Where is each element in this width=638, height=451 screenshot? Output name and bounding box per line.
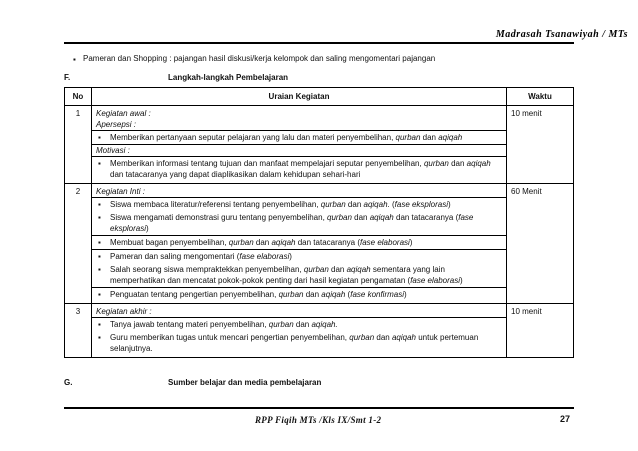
motivasi-list: [96, 157, 502, 181]
apersepsi-list: [96, 131, 502, 144]
inti-list: [96, 198, 502, 235]
row-title: Kegiatan Inti :: [96, 187, 145, 196]
section-f-letter: F.: [64, 73, 71, 82]
row-content: [92, 184, 507, 304]
table-header-row: [65, 88, 574, 106]
header-rule: [64, 42, 574, 44]
list-item: ▪ Memberikan informasi tentang tujuan dan manfaat mempelajari seputar penyembelihan, qurban dan aqiqah dan tatacaranya yang dapat diaplikasikan dalam kehidupan sehari-hari: [110, 157, 502, 181]
list-item: ▪ Pameran dan saling mengomentari (fase elaborasi): [110, 250, 502, 263]
col-uraian-header: Uraian Kegiatan: [92, 88, 507, 106]
col-waktu-header: Waktu: [507, 88, 574, 106]
row-content: [92, 304, 507, 358]
learning-steps-table: [64, 87, 574, 358]
list-item: ▪ Siswa membaca literatur/referensi tentang penyembelihan, qurban dan aqiqah. (fase eksplorasi): [110, 198, 502, 211]
row-time: 60 Menit: [507, 184, 574, 304]
inti-list-3: [96, 250, 502, 287]
row-number: 3: [65, 304, 92, 358]
section-g-letter: G.: [64, 378, 73, 387]
intro-bullet: Pameran dan Shopping : pajangan hasil diskusi/kerja kelompok dan saling mengomentari pajangan: [83, 54, 436, 63]
section-f-title: Langkah-langkah Pembelajaran: [168, 73, 289, 82]
row-time: 10 menit: [507, 304, 574, 358]
list-item: ▪ Penguatan tentang pengertian penyembelihan, qurban dan aqiqah (fase konfirmasi): [110, 288, 502, 301]
footer-title: RPP Fiqih MTs /Kls IX/Smt 1-2: [255, 415, 382, 425]
table-row: [65, 106, 574, 184]
row-title: Kegiatan akhir :: [96, 307, 152, 316]
list-item: ▪ Siswa mengamati demonstrasi guru tentang penyembelihan, qurban dan aqiqah dan tatacaranya (fase eksplorasi): [110, 211, 502, 235]
table-row: [65, 184, 574, 304]
list-item: ▪ Memberikan pertanyaan seputar pelajaran yang lalu dan materi penyembelihan, qurban dan aqiqah: [110, 131, 502, 144]
inti-list-4: [96, 288, 502, 301]
section-g-title: Sumber belajar dan media pembelajaran: [168, 378, 322, 387]
table-row: [65, 304, 574, 358]
footer-rule: [64, 407, 574, 409]
row-number: 1: [65, 106, 92, 184]
col-no-header: No: [65, 88, 92, 106]
list-item: ▪ Salah seorang siswa mempraktekkan penyembelihan, qurban dan aqiqah sementara yang lain memperhatikan dan mencatat pokok-pokok penting dari hasil kegiatan pengamatan (fase elaborasi): [110, 263, 502, 287]
running-header: Madrasah Tsanawiyah / MTs: [495, 29, 628, 40]
row-title: Kegiatan awal :: [96, 109, 151, 118]
row-time: 10 menit: [507, 106, 574, 184]
list-item: ▪ Membuat bagan penyembelihan, qurban dan aqiqah dan tatacaranya (fase elaborasi): [110, 236, 502, 249]
list-item: ▪ Guru memberikan tugas untuk mencari pengertian penyembelihan, qurban dan aqiqah untuk pertemuan selanjutnya.: [110, 331, 502, 355]
akhir-list: [96, 318, 502, 355]
motivasi-label: Motivasi :: [96, 146, 130, 155]
row-content: [92, 106, 507, 184]
inti-list-2: [96, 236, 502, 249]
apersepsi-label: Apersepsi :: [96, 120, 137, 129]
list-item: ▪ Tanya jawab tentang materi penyembelihan, qurban dan aqiqah.: [110, 318, 502, 331]
page-number: 27: [560, 414, 571, 424]
row-number: 2: [65, 184, 92, 304]
